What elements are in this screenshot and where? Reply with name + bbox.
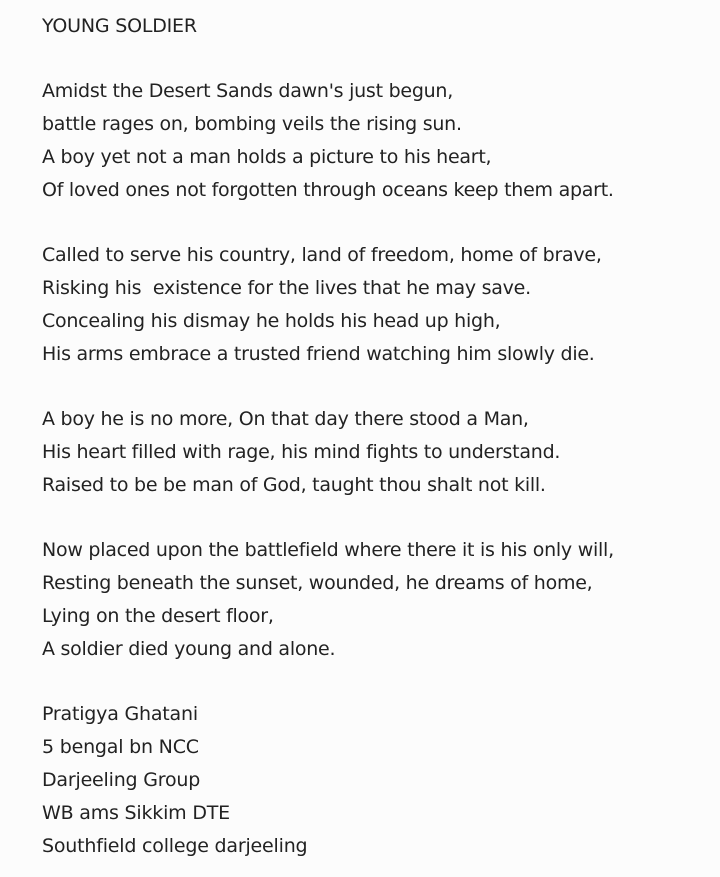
- author-directorate: WB ams Sikkim DTE: [42, 802, 230, 824]
- author-signature: [42, 698, 720, 863]
- author-group: Darjeeling Group: [42, 769, 201, 791]
- stanza-2: [42, 239, 720, 371]
- poem-line: A boy he is no more, On that day there stood a Man,: [42, 408, 529, 430]
- stanza-3: [42, 403, 720, 502]
- author-name: Pratigya Ghatani: [42, 703, 198, 725]
- poem-line: Called to serve his country, land of freedom, home of brave,: [42, 244, 602, 266]
- poem-line: A boy yet not a man holds a picture to his heart,: [42, 146, 492, 168]
- poem-line: Raised to be be man of God, taught thou shalt not kill.: [42, 474, 546, 496]
- poem-line: Of loved ones not forgotten through oceans keep them apart.: [42, 179, 614, 201]
- poem-line: Concealing his dismay he holds his head up high,: [42, 310, 501, 332]
- poem-line: Amidst the Desert Sands dawn's just begun,: [42, 80, 453, 102]
- stanza-4: [42, 534, 720, 666]
- poem-line: Risking his existence for the lives that he may save.: [42, 277, 531, 299]
- author-unit: 5 bengal bn NCC: [42, 736, 199, 758]
- poem-line: Resting beneath the sunset, wounded, he dreams of home,: [42, 572, 593, 594]
- poem-line: A soldier died young and alone.: [42, 638, 336, 660]
- author-college: Southfield college darjeeling: [42, 835, 308, 857]
- poem-title: YOUNG SOLDIER: [42, 15, 197, 37]
- poem-line: His arms embrace a trusted friend watching him slowly die.: [42, 343, 595, 365]
- poem-line: battle rages on, bombing veils the rising sun.: [42, 113, 462, 135]
- stanza-1: [42, 75, 720, 207]
- poem-line: His heart filled with rage, his mind fights to understand.: [42, 441, 561, 463]
- poem-line: Now placed upon the battlefield where there it is his only will,: [42, 539, 614, 561]
- poem-line: Lying on the desert floor,: [42, 605, 274, 627]
